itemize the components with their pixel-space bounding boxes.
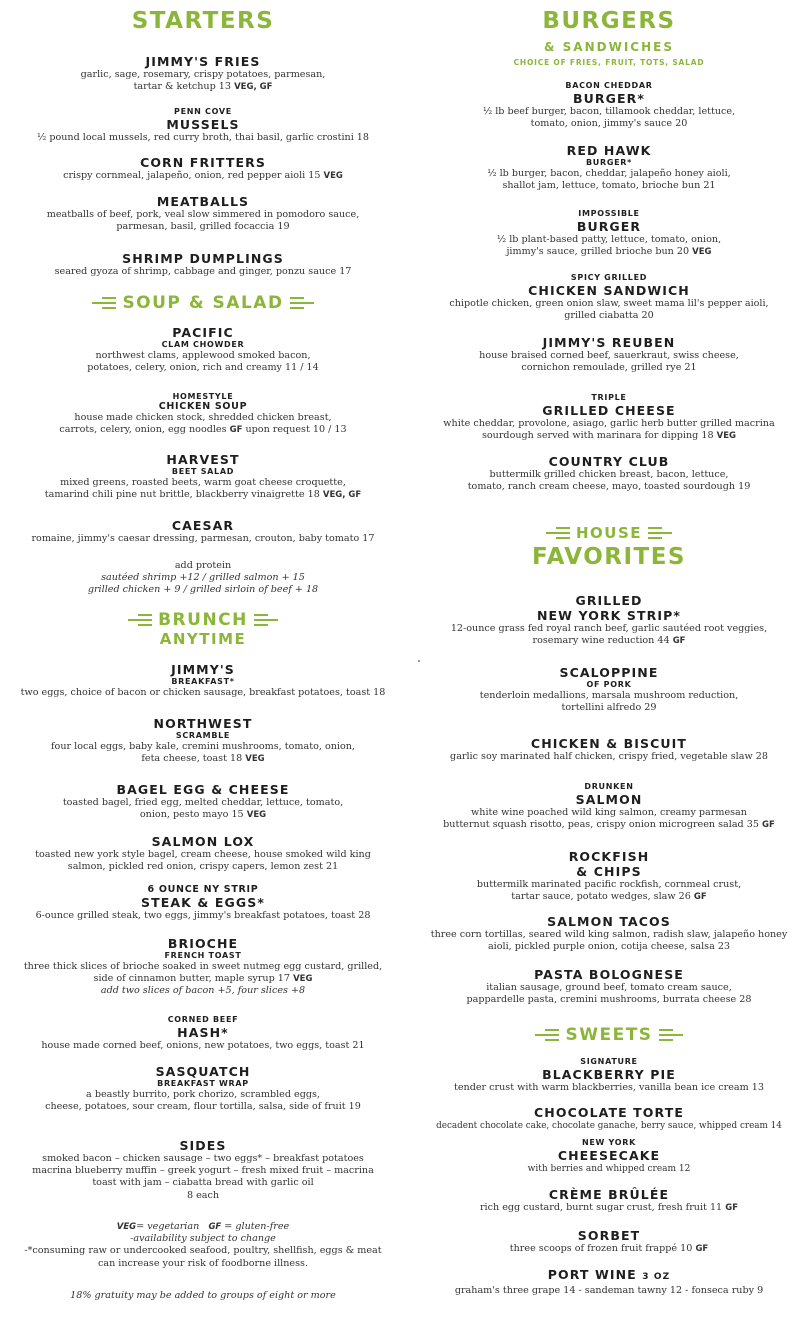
protein-options: sautéed shrimp +12 / grilled salmon + 15	[101, 572, 305, 584]
item-name: PACIFIC	[172, 325, 234, 340]
item-name: NORTHWEST	[153, 716, 253, 731]
item-name: STEAK & EGGS*	[141, 895, 265, 910]
item-name: SASQUATCH	[155, 1064, 251, 1079]
item-name: CHEESECAKE	[557, 1148, 661, 1163]
item-prefix: HOMESTYLE	[172, 392, 234, 401]
menu-item-corn-fritters	[0, 155, 406, 182]
item-name: MEATBALLS	[156, 194, 250, 209]
menu-item-sorbet	[406, 1228, 812, 1255]
diet-tag: GF	[672, 636, 686, 647]
house-heading: HOUSE	[575, 524, 643, 542]
item-subtitle: BEET SALAD	[171, 467, 235, 476]
item-prefix: SPICY GRILLED	[570, 273, 648, 282]
item-desc: pappardelle pasta, cremini mushrooms, burrata cheese 28	[466, 994, 752, 1006]
menu-item-reuben	[406, 335, 812, 374]
item-prefix: 6 OUNCE NY STRIP	[147, 884, 259, 895]
item-subtitle: SCRAMBLE	[175, 731, 231, 740]
item-desc: garlic, sage, rosemary, crispy potatoes, parmesan,	[80, 69, 326, 80]
item-desc: three corn tortillas, seared wild king salmon, radish slaw, jalapeño honey	[430, 929, 788, 940]
item-name: JIMMY'S REUBEN	[542, 335, 676, 350]
stray-dot	[418, 660, 420, 662]
menu-item-steak-eggs	[0, 885, 406, 922]
item-desc: 12-ounce grass fed royal ranch beef, garlic sautéed root veggies,	[450, 623, 768, 634]
menu-item-red-hawk-burger	[406, 143, 812, 192]
item-name-suffix: 3 OZ	[642, 1272, 671, 1282]
item-subtitle: BREAKFAST*	[171, 677, 235, 686]
item-name: JIMMY'S FRIES	[145, 54, 261, 69]
menu-item-chicken-biscuit	[406, 736, 812, 763]
item-name: COUNTRY CLUB	[548, 454, 670, 469]
item-prefix: IMPOSSIBLE	[578, 209, 640, 218]
item-prefix: PENN COVE	[174, 107, 232, 116]
sides-price: 8 each	[186, 1189, 220, 1201]
menu-item-chocolate-torte	[406, 1105, 812, 1132]
item-desc: decadent chocolate cake, chocolate ganache, berry sauce, whipped cream 14	[436, 1121, 782, 1131]
item-desc: seared gyoza of shrimp, cabbage and ginger, ponzu sauce 17	[54, 266, 352, 277]
item-addon: add two slices of bacon +5, four slices +8	[100, 985, 306, 997]
item-name: CHOCOLATE TORTE	[534, 1105, 684, 1120]
item-desc: side of cinnamon butter, maple syrup 17 VEG	[93, 973, 313, 985]
gratuity-note: 18% gratuity may be added to groups of eight or more	[70, 1290, 336, 1301]
menu-item-drunken-salmon	[406, 782, 812, 831]
diet-tag: VEG	[245, 754, 265, 765]
item-desc: a beastly burrito, pork chorizo, scrambled eggs,	[86, 1089, 320, 1100]
menu-item-french-toast	[0, 936, 406, 998]
item-desc: onion, pesto mayo 15 VEG	[139, 809, 267, 821]
item-name: CRÈME BRÛLÉE	[548, 1187, 670, 1202]
menu-item-grilled-cheese	[406, 393, 812, 442]
item-desc: salmon, pickled red onion, crispy capers, lemon zest 21	[67, 861, 339, 873]
diet-tag: VEG, GF	[234, 82, 273, 93]
item-desc: with berries and whipped cream 12	[527, 1164, 691, 1174]
item-name: CAESAR	[171, 518, 235, 533]
item-name: BURGER	[576, 219, 642, 234]
menu-item-cheesecake	[406, 1138, 812, 1175]
diet-tag: GF	[725, 1203, 739, 1213]
item-name: BRIOCHE	[167, 936, 239, 951]
sides-choice-note: CHOICE OF FRIES, FRUIT, TOTS, SALAD	[513, 58, 705, 67]
item-desc: house made corned beef, onions, new potatoes, two eggs, toast 21	[41, 1040, 365, 1051]
item-desc: four local eggs, baby kale, cremini mushrooms, tomato, onion,	[51, 741, 355, 752]
item-prefix: BACON CHEDDAR	[565, 81, 653, 90]
item-desc: aioli, pickled purple onion, cotija cheese, salsa 23	[487, 941, 731, 953]
item-desc: tamarind chili pine nut brittle, blackberry vinaigrette 18 VEG, GF	[44, 489, 362, 501]
ornament-lines	[92, 297, 116, 309]
item-name: SALMON TACOS	[547, 914, 671, 929]
item-desc: italian sausage, ground beef, tomato cream sauce,	[486, 982, 732, 993]
food-warning: -*consuming raw or undercooked seafood, poultry, shellfish, eggs & meat	[24, 1245, 382, 1257]
house-favorites-banner	[406, 524, 812, 570]
item-desc: potatoes, celery, onion, rich and creamy 11 / 14	[87, 362, 319, 374]
menu-item-scaloppine	[406, 665, 812, 714]
food-warning: can increase your risk of foodborne illness.	[97, 1257, 308, 1269]
sweets-heading: SWEETS	[565, 1025, 653, 1045]
item-desc: cheese, potatoes, sour cream, flour tortilla, salsa, side of fruit 19	[45, 1101, 361, 1113]
item-desc: cornichon remoulade, grilled rye 21	[521, 362, 697, 374]
item-desc: tomato, onion, jimmy's sauce 20	[530, 118, 688, 130]
menu-item-jimmys-fries	[0, 54, 406, 93]
item-desc: buttermilk grilled chicken breast, bacon, lettuce,	[489, 469, 729, 480]
item-name: CHICKEN SOUP	[158, 401, 248, 412]
brunch-banner	[0, 610, 406, 648]
protein-options: grilled chicken + 9 / grilled sirloin of beef + 18	[87, 584, 319, 596]
item-name: SCALOPPINE	[559, 665, 659, 680]
item-desc: romaine, jimmy's caesar dressing, parmesan, crouton, baby tomato 17	[31, 533, 375, 544]
item-name: CHICKEN & BISCUIT	[530, 736, 688, 751]
menu-item-rockfish-chips	[406, 849, 812, 903]
item-name: MUSSELS	[166, 117, 240, 132]
item-subtitle: BREAKFAST WRAP	[157, 1079, 249, 1088]
item-name: HASH*	[177, 1025, 229, 1040]
item-subtitle: OF PORK	[586, 680, 632, 689]
item-name: CHICKEN SANDWICH	[528, 283, 690, 298]
item-desc: graham's three grape 14 - sandeman tawny 12 - fonseca ruby 9	[454, 1285, 764, 1296]
item-desc: feta cheese, toast 18 VEG	[141, 753, 265, 765]
ornament-lines	[648, 527, 672, 539]
item-prefix: SIGNATURE	[580, 1057, 638, 1066]
item-desc: garlic soy marinated half chicken, crispy fried, vegetable slaw 28	[450, 751, 768, 762]
menu-item-salmon-lox	[0, 834, 406, 873]
item-name: BAGEL EGG & CHEESE	[116, 782, 290, 797]
item-name: BURGER*	[573, 91, 645, 106]
soup-salad-banner	[0, 293, 406, 313]
item-desc: ½ lb plant-based patty, lettuce, tomato, onion,	[496, 234, 722, 245]
item-name: SALMON	[575, 792, 643, 807]
item-name: SORBET	[577, 1228, 641, 1243]
diet-tag: VEG	[293, 974, 313, 985]
menu-item-caesar	[0, 518, 406, 545]
item-desc: carrots, celery, onion, egg noodles GF upon request 10 / 13	[59, 424, 347, 436]
item-desc: buttermilk marinated pacific rockfish, cornmeal crust,	[476, 879, 742, 890]
item-desc: ½ lb beef burger, bacon, tillamook cheddar, lettuce,	[482, 106, 736, 117]
menu-item-creme-brulee	[406, 1187, 812, 1214]
item-desc: grilled ciabatta 20	[564, 310, 654, 322]
legend	[0, 1221, 406, 1270]
menu-item-salmon-tacos	[406, 914, 812, 953]
item-desc: meatballs of beef, pork, veal slow simmered in pomodoro sauce,	[46, 209, 360, 220]
item-prefix: DRUNKEN	[584, 782, 634, 791]
ornament-lines	[659, 1029, 683, 1041]
add-protein-label: add protein	[174, 560, 232, 571]
sides-section	[0, 1138, 406, 1202]
item-name: GRILLED	[575, 593, 643, 608]
sides-list: toast with jam – ciabatta bread with garlic oil	[92, 1177, 314, 1189]
ornament-lines	[546, 527, 570, 539]
item-desc: shallot jam, lettuce, tomato, brioche bun 21	[502, 180, 716, 192]
brunch-heading: BRUNCH	[158, 610, 248, 630]
item-name: PORT WINE 3 OZ	[547, 1267, 671, 1282]
availability-note: -availability subject to change	[130, 1233, 276, 1245]
item-desc: toasted new york style bagel, cream cheese, house smoked wild king	[35, 849, 371, 860]
item-prefix: NEW YORK	[581, 1138, 637, 1147]
item-desc: rosemary wine reduction 44 GF	[532, 635, 686, 647]
ornament-lines	[128, 614, 152, 626]
menu-item-clam-chowder	[0, 325, 406, 374]
soup-salad-heading: SOUP & SALAD	[122, 293, 284, 313]
item-desc: tenderloin medallions, marsala mushroom reduction,	[479, 690, 739, 701]
item-desc: parmesan, basil, grilled focaccia 19	[116, 221, 290, 233]
menu-item-hash	[0, 1015, 406, 1052]
sweets-banner	[406, 1025, 812, 1045]
item-desc: ½ lb burger, bacon, cheddar, jalapeño honey aioli,	[487, 168, 731, 179]
item-name: CORN FRITTERS	[140, 155, 266, 170]
item-name: ROCKFISH	[568, 849, 650, 864]
item-subtitle: CLAM CHOWDER	[161, 340, 245, 349]
item-desc: toasted bagel, fried egg, melted cheddar, lettuce, tomato,	[62, 797, 344, 808]
item-desc: house made chicken stock, shredded chicken breast,	[74, 412, 332, 423]
item-desc: three scoops of frozen fruit frappé 10 GF	[509, 1243, 709, 1254]
item-name-line2: & CHIPS	[576, 864, 642, 879]
add-protein-block	[0, 560, 406, 597]
menu-item-sasquatch	[0, 1064, 406, 1113]
item-name: BLACKBERRY PIE	[542, 1067, 676, 1082]
starters-heading: STARTERS	[131, 8, 275, 34]
item-prefix: TRIPLE	[591, 393, 627, 402]
sides-list: macrina blueberry muffin – greek yogurt – fresh mixed fruit – macrina	[32, 1165, 374, 1177]
diet-tag: GF	[695, 1244, 709, 1254]
ornament-lines	[290, 297, 314, 309]
diet-tag: VEG	[323, 171, 343, 181]
item-desc: tender crust with warm blackberries, vanilla bean ice cream 13	[454, 1082, 764, 1093]
burgers-heading: BURGERS	[542, 8, 676, 34]
diet-tag: GF	[229, 425, 243, 436]
item-desc: tartar sauce, potato wedges, slaw 26 GF	[511, 891, 707, 903]
ornament-lines	[254, 614, 278, 626]
item-name: HARVEST	[166, 452, 240, 467]
item-desc: sourdough served with marinara for dipping 18 VEG	[481, 430, 737, 442]
item-name: PASTA BOLOGNESE	[534, 967, 684, 982]
menu-item-mussels	[0, 107, 406, 144]
diet-tag: VEG	[692, 247, 712, 258]
sides-heading: SIDES	[179, 1138, 227, 1153]
item-name: SALMON LOX	[151, 834, 255, 849]
diet-tag: VEG	[246, 810, 267, 821]
diet-tag: GF	[693, 892, 707, 903]
item-desc: rich egg custard, burnt sugar crust, fresh fruit 11 GF	[479, 1202, 739, 1213]
menu-item-bagel-egg-cheese	[0, 782, 406, 821]
item-prefix: CORNED BEEF	[167, 1015, 239, 1024]
menu-item-country-club	[406, 454, 812, 493]
diet-tag: GF	[762, 820, 775, 831]
item-desc: 6-ounce grilled steak, two eggs, jimmy's breakfast potatoes, toast 28	[35, 910, 371, 921]
item-desc: crispy cornmeal, jalapeño, onion, red pepper aioli 15 VEG	[63, 170, 343, 181]
sides-list: smoked bacon – chicken sausage – two eggs* – breakfast potatoes	[42, 1153, 364, 1164]
anytime-heading: ANYTIME	[159, 630, 247, 648]
favorites-heading: FAVORITES	[532, 544, 686, 570]
menu-item-meatballs	[0, 194, 406, 233]
item-name: RED HAWK	[566, 143, 652, 158]
menu-item-beet-salad	[0, 452, 406, 501]
menu-item-northwest-scramble	[0, 716, 406, 765]
item-name: SHRIMP DUMPLINGS	[122, 251, 284, 266]
sandwiches-heading: & SANDWICHES	[544, 40, 674, 54]
menu-item-blackberry-pie	[406, 1057, 812, 1094]
menu-item-bacon-cheddar-burger	[406, 81, 812, 130]
item-desc: butternut squash risotto, peas, crispy onion microgreen salad 35 GF	[443, 819, 775, 831]
item-desc: three thick slices of brioche soaked in sweet nutmeg egg custard, grilled,	[23, 961, 383, 972]
menu-item-pasta-bolognese	[406, 967, 812, 1006]
menu-item-impossible-burger	[406, 209, 812, 258]
item-desc: chipotle chicken, green onion slaw, sweet mama lil's pepper aioli,	[449, 298, 769, 309]
item-desc: northwest clams, applewood smoked bacon,	[95, 350, 311, 361]
menu-item-chicken-soup	[0, 392, 406, 436]
item-name-line2: NEW YORK STRIP*	[536, 608, 682, 623]
item-desc: tartar & ketchup 13 VEG, GF	[133, 81, 273, 93]
item-desc: jimmy's sauce, grilled brioche bun 20 VEG	[506, 246, 712, 258]
item-subtitle: FRENCH TOAST	[164, 951, 242, 960]
menu-item-chicken-sandwich	[406, 273, 812, 322]
item-desc: white cheddar, provolone, asiago, garlic herb butter grilled macrina	[443, 418, 775, 429]
item-desc: two eggs, choice of bacon or chicken sausage, breakfast potatoes, toast 18	[20, 687, 386, 698]
menu-item-ny-strip	[406, 593, 812, 647]
item-name: JIMMY'S	[171, 662, 235, 677]
diet-tag: VEG	[716, 431, 737, 442]
item-desc: white wine poached wild king salmon, creamy parmesan	[471, 807, 747, 818]
item-desc: ½ pound local mussels, red curry broth, thai basil, garlic crostini 18	[36, 132, 370, 143]
menu-item-jimmys-breakfast	[0, 662, 406, 699]
item-subtitle: BURGER*	[585, 158, 633, 167]
item-desc: tomato, ranch cream cheese, mayo, toasted sourdough 19	[467, 481, 751, 493]
ornament-lines	[535, 1029, 559, 1041]
item-desc: house braised corned beef, sauerkraut, swiss cheese,	[479, 350, 739, 361]
item-name: GRILLED CHEESE	[542, 403, 676, 418]
diet-tag: VEG, GF	[322, 490, 362, 501]
menu-item-port-wine	[406, 1267, 812, 1297]
diet-legend: VEG= vegetarian GF = gluten-free	[116, 1221, 290, 1232]
item-desc: mixed greens, roasted beets, warm goat cheese croquette,	[60, 477, 346, 488]
menu-item-shrimp-dumplings	[0, 251, 406, 278]
item-desc: tortellini alfredo 29	[561, 702, 657, 714]
